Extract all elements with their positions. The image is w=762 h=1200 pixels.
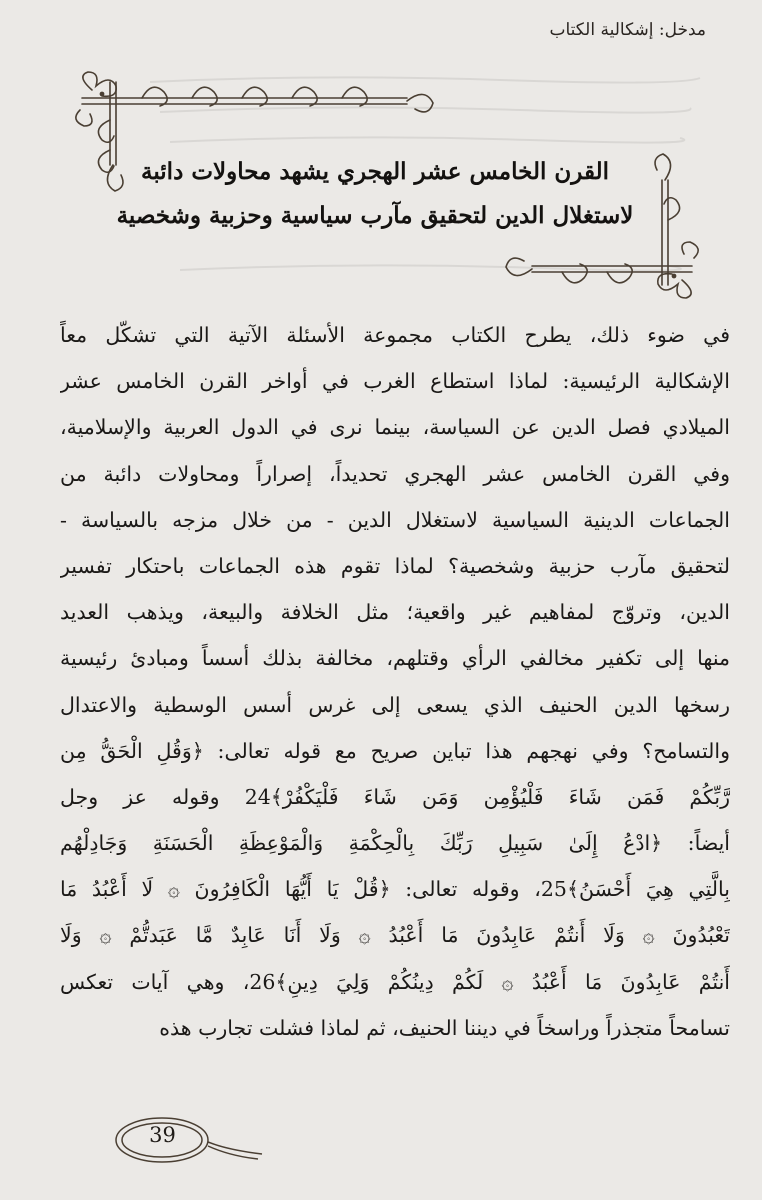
text-line: تسامحاً متجذراً وراسخاً في ديننا الحنيف، ثم لماذا فشلت تجارب هذه — [159, 1015, 730, 1040]
section-heading — [110, 150, 640, 238]
page-number: 39 — [149, 1123, 176, 1147]
text-line: الدين، وتروّج لمفاهيم غير واقعية؛ مثل الخلافة والبيعة، ويذهب العديد — [60, 600, 730, 625]
text-line: رسخها الدين الحنيف الذي يسعى إلى غرس أسس الوسطية والاعتدال — [60, 692, 730, 717]
running-head: مدخل: إشكالية الكتاب — [549, 20, 706, 40]
text-line: تَعْبُدُونَ ۞ وَلَا أَنتُمْ عَابِدُونَ مَا أَعْبُدُ ۞ وَلَا أَنَا عَابِدٌ مَّا عَبَدتُّمْ ۞ وَلَا — [60, 923, 730, 948]
text-line: والتسامح؟ وفي نهجهم هذا تباين صريح مع قوله تعالى: ﴿وَقُلِ الْحَقُّ مِن — [60, 738, 730, 763]
text-line: الميلادي فصل الدين عن السياسة، بينما نرى في الدول العربية والإسلامية، — [60, 415, 730, 440]
text-line: منها إلى تكفير مخالفي الرأي وقتلهم، مخالفة بذلك أسساً ومبادئ رئيسية — [60, 646, 730, 671]
text-line: أَنتُمْ عَابِدُونَ مَا أَعْبُدُ ۞ لَكُمْ دِينُكُمْ وَلِيَ دِينِ﴾26، وهي آيات تعكس — [60, 969, 730, 994]
text-line: الإشكالية الرئيسية: لماذا استطاع الغرب في أواخر القرن الخامس عشر — [60, 369, 730, 394]
section-heading-line-2: لاستغلال الدين لتحقيق مآرب سياسية وحزبية وشخصية — [116, 202, 634, 229]
text-line: أيضاً: ﴿ادْعُ إِلَىٰ سَبِيلِ رَبِّكَ بِالْحِكْمَةِ وَالْمَوْعِظَةِ الْحَسَنَةِ وَجَادِلْهُم — [60, 831, 730, 856]
body-text — [60, 312, 730, 1051]
section-heading-line-1: القرن الخامس عشر الهجري يشهد محاولات دائبة — [141, 158, 609, 185]
text-line: رَّبِّكُمْ فَمَن شَاءَ فَلْيُؤْمِن وَمَن شَاءَ فَلْيَكْفُرْ﴾24 وقوله عز وجل — [60, 784, 730, 809]
text-line: لتحقيق مآرب حزبية وشخصية؟ لماذا تقوم هذه الجماعات باحتكار تفسير — [60, 553, 730, 578]
text-line: في ضوء ذلك، يطرح الكتاب مجموعة الأسئلة الآتية التي تشكّل معاً — [60, 323, 730, 347]
text-line: بِالَّتِي هِيَ أَحْسَنُ﴾25، وقوله تعالى: ﴿قُلْ يَا أَيُّهَا الْكَافِرُونَ ۞ لَا أَعْبُدُ مَا — [60, 877, 730, 902]
text-line: الجماعات الدينية السياسية لاستغلال الدين - من خلال مزجه بالسياسة - — [60, 507, 730, 532]
text-line: وفي القرن الخامس عشر الهجري تحديداً، إصراراً ومحاولات دائبة من — [60, 461, 730, 486]
